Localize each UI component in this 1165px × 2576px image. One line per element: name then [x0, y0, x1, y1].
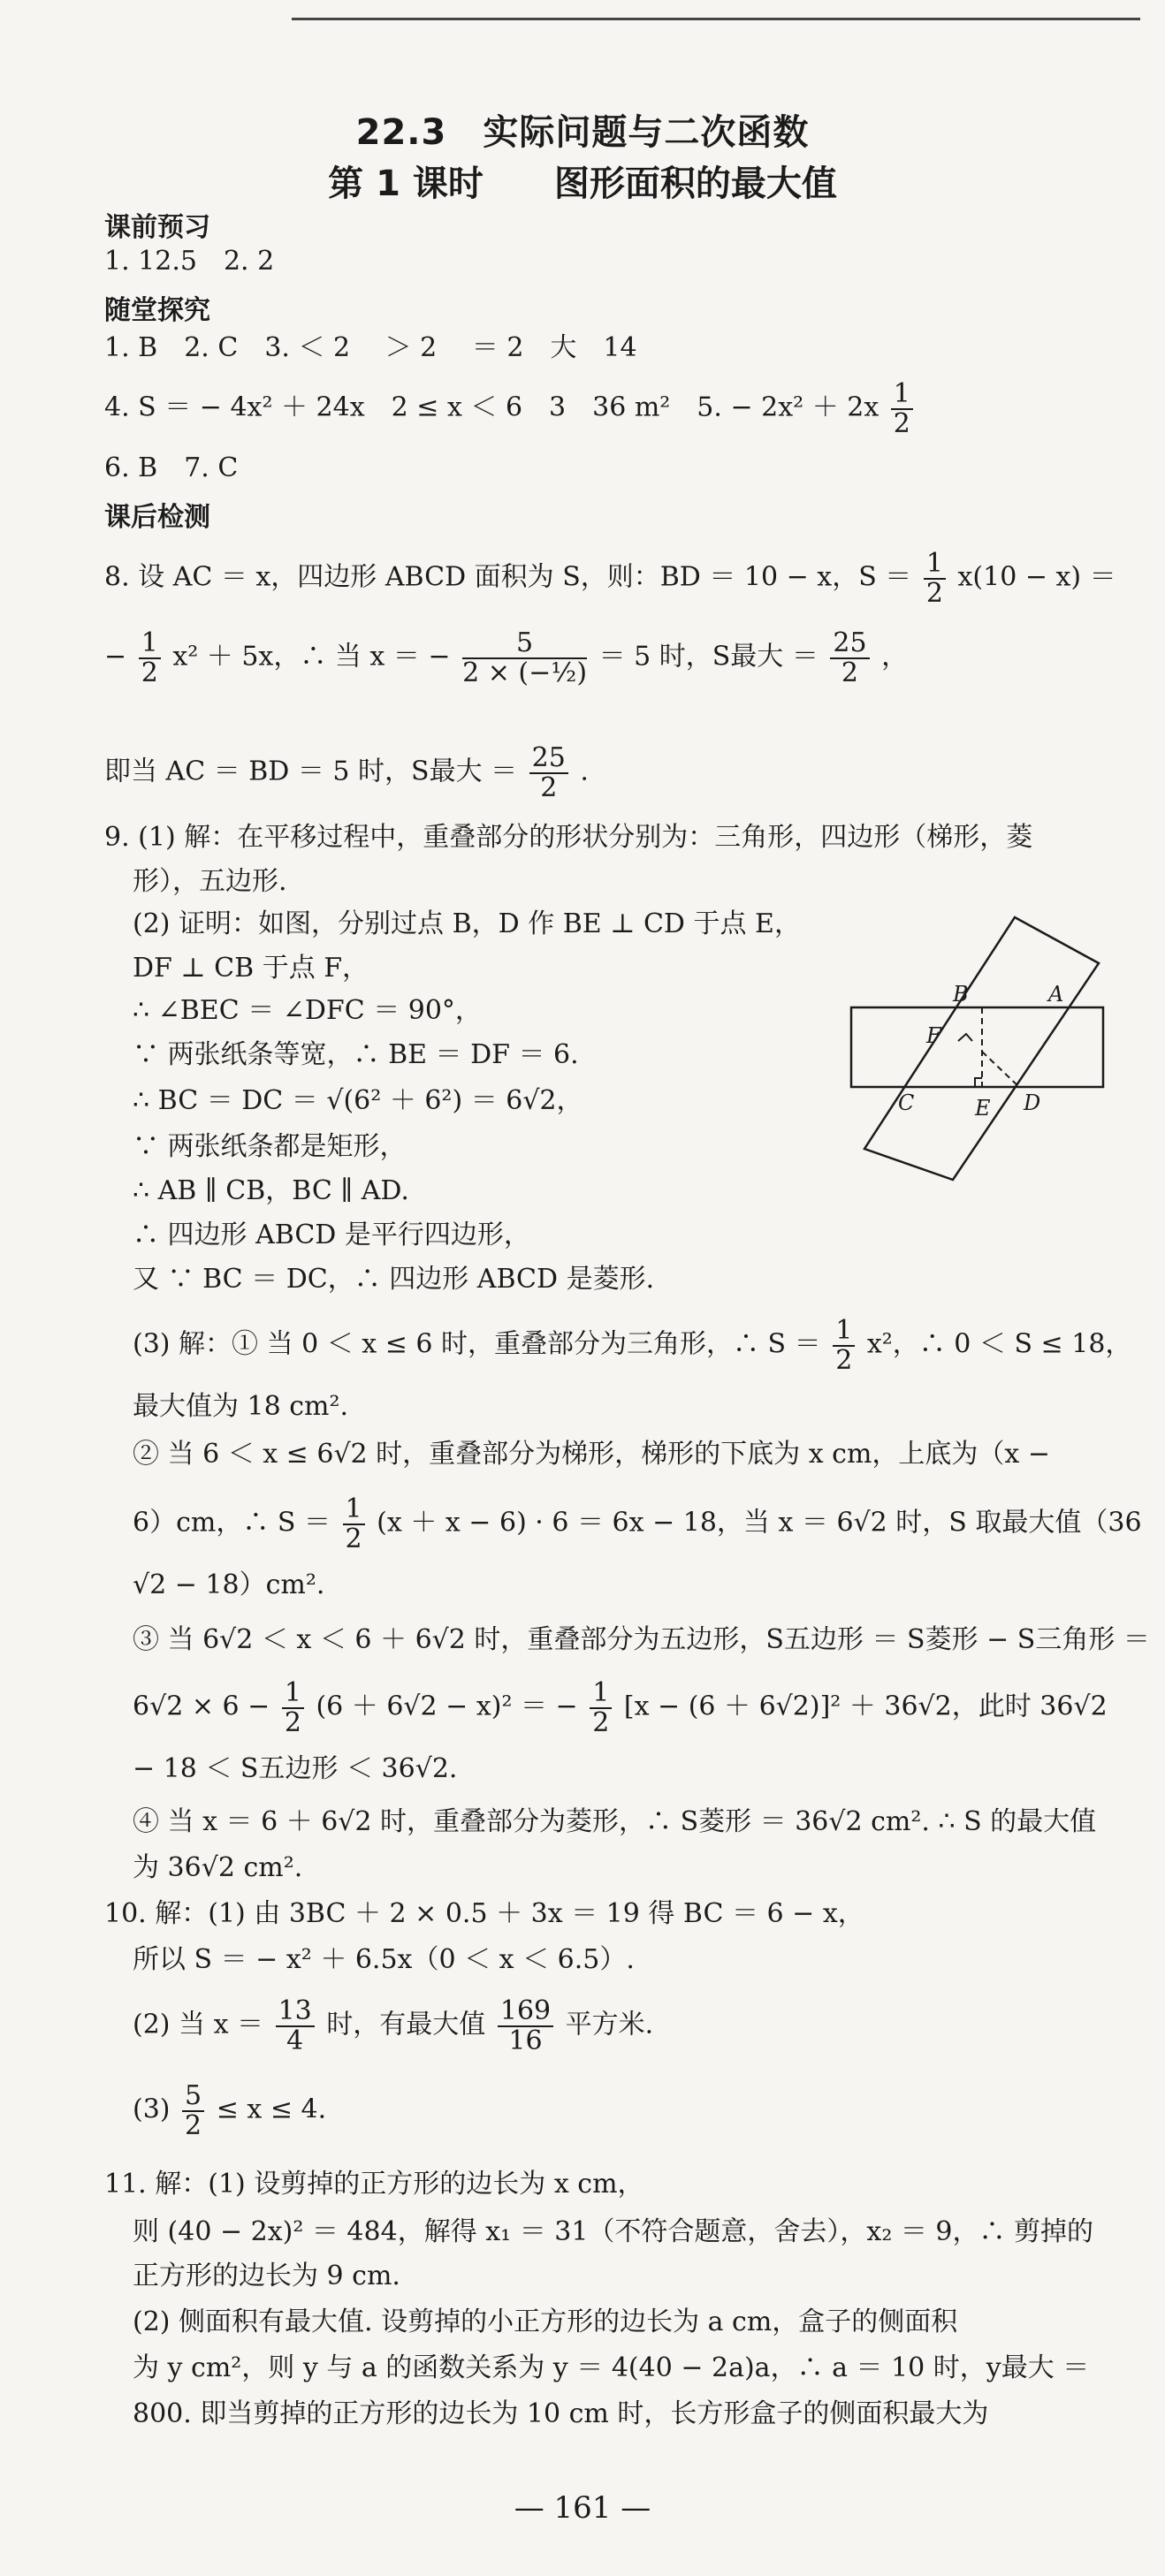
explore-line-3: 6. B 7. C [104, 452, 239, 483]
label-E: E [975, 1096, 991, 1121]
q9-line-2: 形），五边形. [133, 866, 287, 897]
q9-line-16: √2 − 18）cm². [133, 1569, 325, 1600]
label-C: C [898, 1090, 915, 1115]
section-explore: 随堂探究 [104, 295, 210, 326]
fraction: $\frac{1}{2}$ [924, 550, 946, 607]
q9-line-17: ③ 当 6√2 ＜ x ＜ 6 ＋ 6√2 时，重叠部分为五边形，S五边形 ＝ S菱形 − S三角形 ＝ [133, 1624, 1150, 1655]
q9-line-10: ∴ 四边形 ABCD 是平行四边形， [133, 1220, 530, 1250]
fraction: $\frac{5}{2}$ [182, 2082, 204, 2139]
fraction: $\frac{1}{2}$ [891, 380, 913, 437]
q9-line-4: DF ⊥ CB 于点 F， [133, 953, 369, 984]
q9-line-8: ∵ 两张纸条都是矩形， [133, 1131, 407, 1162]
q8-line-2: − $\frac{1}{2}$ x² ＋ 5x，∴ 当 x ＝ − $\frac{5}{\text{2 × (−½)}}$ ＝ 5 时，S最大 ＝ $\frac{25}{2}$ ， [104, 627, 909, 688]
section-check: 课后检测 [104, 502, 210, 533]
section-preview: 课前预习 [104, 212, 210, 243]
q8-line-3: 即当 AC ＝ BD ＝ 5 时，S最大 ＝ $\frac{25}{2}$ . [104, 742, 589, 803]
label-F: F [926, 1023, 941, 1048]
q9-line-5: ∴ ∠BEC ＝ ∠DFC ＝ 90°， [133, 995, 482, 1026]
q11-line-3: 正方形的边长为 9 cm. [133, 2261, 400, 2291]
q11-line-2: 则 (40 − 2x)² ＝ 484，解得 x₁ ＝ 31（不符合题意，舍去），x₂ ＝ 9，∴ 剪掉的 [133, 2216, 1094, 2247]
q10-line-3: (2) 当 x ＝ $\frac{13}{4}$ 时，有最大值 $\frac{169}{16}$ 平方米. [133, 1995, 654, 2056]
q9-line-13: 最大值为 18 cm². [133, 1391, 349, 1422]
label-A: A [1048, 982, 1064, 1007]
fraction: $\frac{1}{2}$ [343, 1495, 365, 1553]
top-rule [292, 18, 1140, 20]
label-B: B [953, 982, 969, 1007]
label-D: D [1024, 1090, 1041, 1115]
explore-line-1: 1. B 2. C 3. ＜ 2 ＞ 2 ＝ 2 大 14 [104, 332, 637, 363]
q9-line-6: ∵ 两张纸条等宽，∴ BE ＝ DF ＝ 6. [133, 1039, 579, 1070]
preview-answers: 1. 12.5 2. 2 [104, 246, 275, 277]
fraction: $\frac{1}{2}$ [282, 1679, 304, 1736]
q9-line-1: 9. (1) 解：在平移过程中，重叠部分的形状分别为：三角形，四边形（梯形，菱 [104, 822, 1033, 853]
q9-line-12: (3) 解：① 当 0 ＜ x ≤ 6 时，重叠部分为三角形，∴ S ＝ $\frac{1}{2}$ x²，∴ 0 ＜ S ≤ 18， [133, 1315, 1132, 1376]
q11-line-5: 为 y cm²，则 y 与 a 的函数关系为 y ＝ 4(40 − 2a)a，∴ a ＝ 10 时，y最大 ＝ [133, 2352, 1090, 2383]
q10-line-1: 10. 解：(1) 由 3BC ＋ 2 × 0.5 ＋ 3x ＝ 19 得 BC ＝ 6 − x， [104, 1898, 864, 1929]
fraction: $\frac{25}{2}$ [529, 744, 568, 802]
q8-line-1: 8. 设 AC ＝ x，四边形 ABCD 面积为 S，则：BD ＝ 10 − x，S ＝ $\frac{1}{2}$ x(10 − x) ＝ [104, 548, 1116, 609]
fraction: $\frac{5}{\text{2 × (−½)}}$ [462, 627, 588, 688]
fraction: $\frac{13}{4}$ [276, 1997, 315, 2055]
lesson-title: 22.3 实际问题与二次函数 [355, 112, 810, 153]
fraction: $\frac{1}{2}$ [139, 629, 161, 687]
q11-line-1: 11. 解：(1) 设剪掉的正方形的边长为 x cm， [104, 2169, 644, 2200]
q9-line-18: 6√2 × 6 − $\frac{1}{2}$ (6 ＋ 6√2 − x)² ＝ − $\frac{1}{2}$ [x − (6 ＋ 6√2)]² ＋ 36√2，此时 36√2 [133, 1677, 1108, 1738]
lesson-subtitle: 第 1 课时 图形面积的最大值 [328, 163, 837, 204]
q10-line-4: (3) $\frac{5}{2}$ ≤ x ≤ 4. [133, 2080, 327, 2141]
q9-line-20: ④ 当 x ＝ 6 ＋ 6√2 时，重叠部分为菱形，∴ S菱形 ＝ 36√2 cm². ∴ S 的最大值 [133, 1806, 1097, 1837]
q9-line-14: ② 当 6 ＜ x ≤ 6√2 时，重叠部分为梯形，梯形的下底为 x cm，上底为（x − [133, 1439, 1051, 1470]
fraction: $\frac{1}{2}$ [590, 1679, 612, 1736]
explore-line-2 [104, 380, 917, 437]
q9-line-9: ∴ AB ∥ CB，BC ∥ AD. [133, 1175, 409, 1206]
fraction: $\frac{169}{16}$ [498, 1997, 553, 2055]
q11-line-6: 800. 即当剪掉的正方形的边长为 10 cm 时，长方形盒子的侧面积最大为 [133, 2398, 989, 2429]
q10-line-2: 所以 S ＝ − x² ＋ 6.5x（0 ＜ x ＜ 6.5）. [133, 1944, 635, 1975]
q9-line-3: (2) 证明：如图，分别过点 B，D 作 BE ⊥ CD 于点 E， [133, 908, 801, 939]
q11-line-4: (2) 侧面积有最大值. 设剪掉的小正方形的边长为 a cm，盒子的侧面积 [133, 2306, 958, 2337]
explore-line-2-text: 4. S ＝ − 4x² ＋ 24x 2 ≤ x ＜ 6 3 36 m² 5. − 2x² ＋ 2x [104, 391, 879, 423]
q9-line-15: 6）cm，∴ S ＝ $\frac{1}{2}$ (x ＋ x − 6) · 6 ＝ 6x − 18，当 x ＝ 6√2 时，S 取最大值（36 [133, 1493, 1142, 1554]
page-number: — 161 — [514, 2490, 651, 2526]
q9-line-11: 又 ∵ BC ＝ DC，∴ 四边形 ABCD 是菱形. [133, 1264, 655, 1295]
q9-line-19: − 18 ＜ S五边形 ＜ 36√2. [133, 1753, 458, 1784]
q9-line-21: 为 36√2 cm². [133, 1852, 303, 1883]
fraction: $\frac{25}{2}$ [830, 629, 869, 687]
fraction: $\frac{1}{2}$ [833, 1317, 855, 1374]
overlapping-strips-figure [838, 910, 1121, 1184]
q9-line-7: ∴ BC ＝ DC ＝ √(6² ＋ 6²) ＝ 6√2， [133, 1085, 583, 1116]
